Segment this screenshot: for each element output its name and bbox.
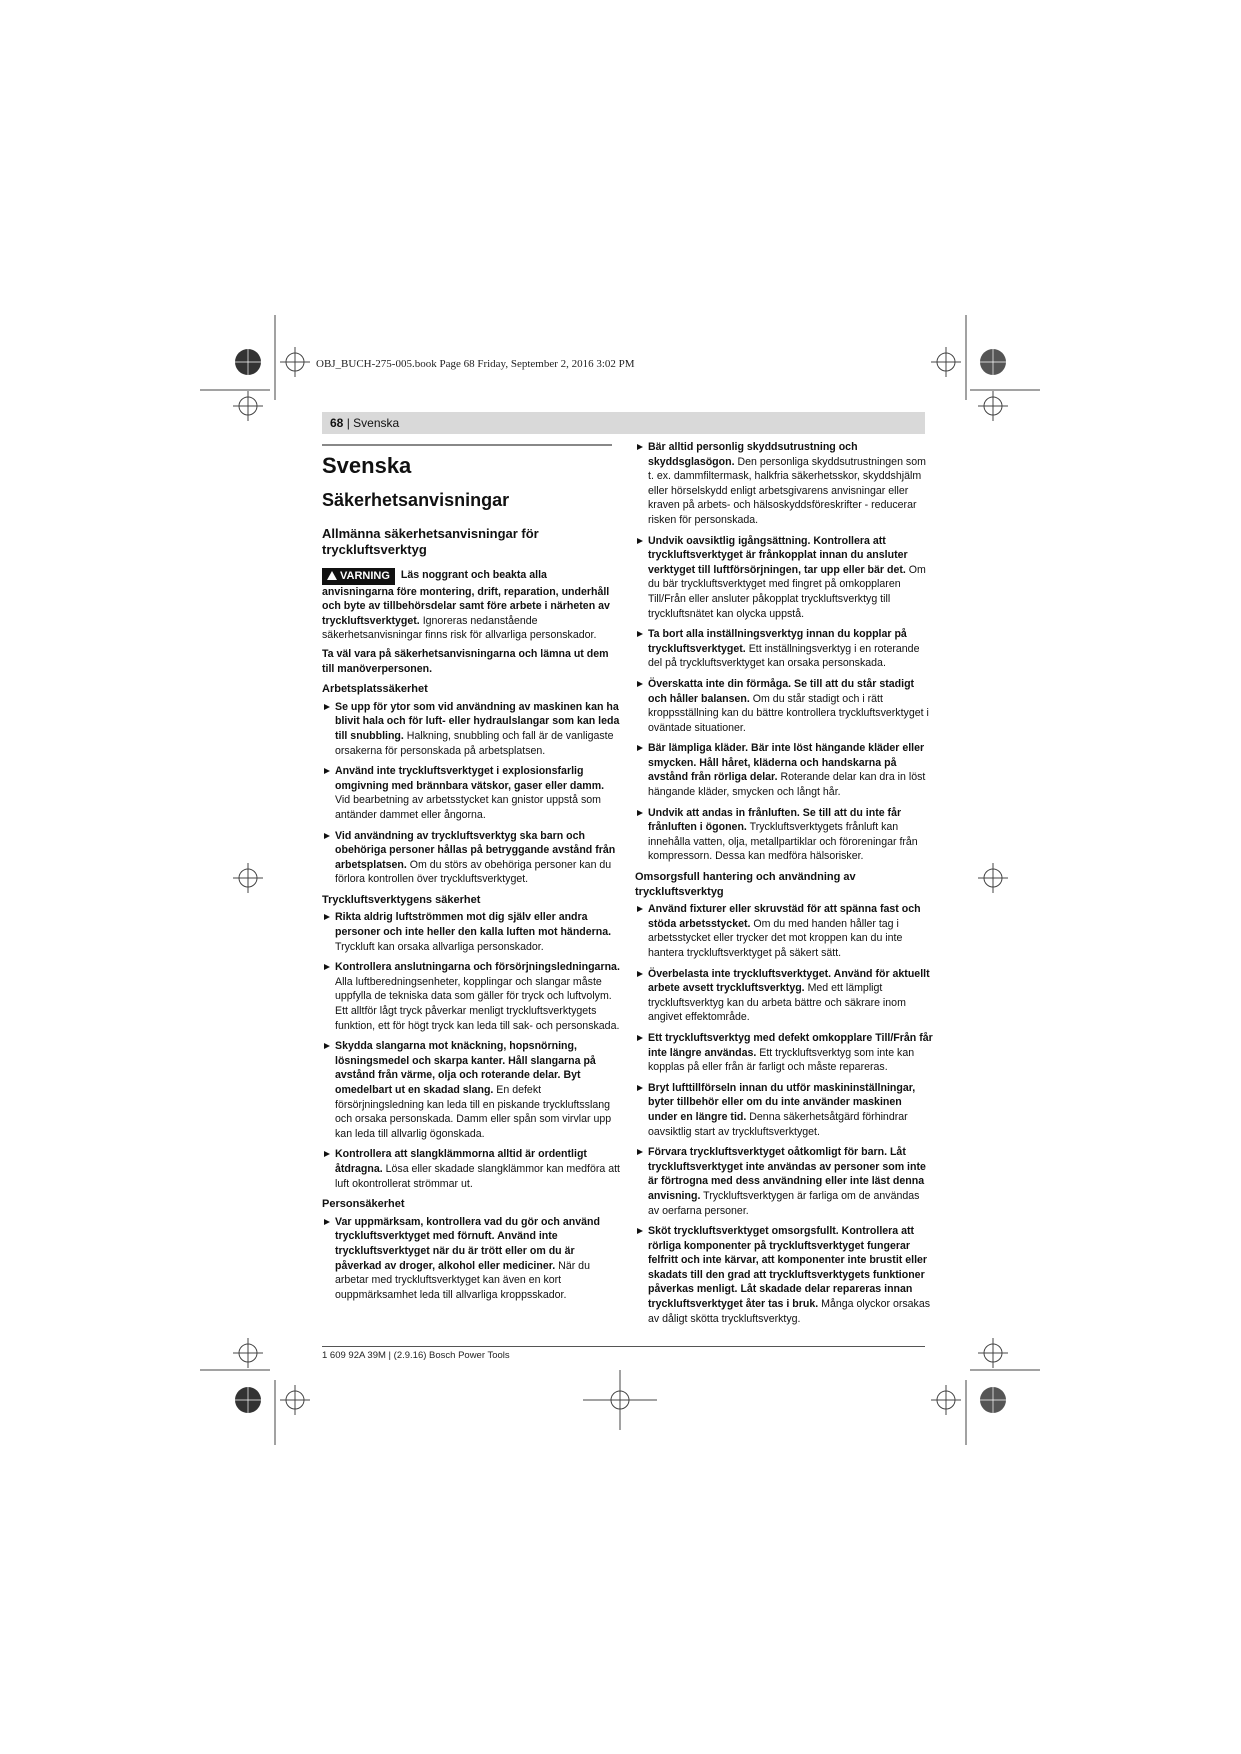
bullet-triangle-icon: [637, 1085, 643, 1091]
warning-text: Ignoreras nedanstående säkerhetsanvisningar finns risk för allvarliga personskador.: [322, 614, 597, 642]
bullet-triangle-icon: [324, 1151, 330, 1157]
list-item: Var uppmärksam, kontrollera vad du gör och använd tryckluftsverktyget med förnuft. Använd inte tryckluftsverktyget när du är trött eller om du är påverkad av droger, alkohol eller mediciner. När du arbetar med tryckluftsverktyget kan även en kort ouppmärksamhet leda till allvarliga kroppsskador.: [322, 1215, 620, 1303]
list-item: Undvik oavsiktlig igångsättning. Kontrollera att tryckluftsverktyget är frånkopplat innan du ansluter verktyget till luftförsörjningen, tar upp eller bär det. Om du bär tryckluftsverktyget med fingret på omkopplaren Till/Från eller ansluter påkopplat tryckluftsverktyg till tryckluftsnätet kan olycka uppstå.: [635, 534, 933, 622]
warning-block: [322, 568, 620, 643]
list-item: Bär lämpliga kläder. Bär inte löst hängande kläder eller smycken. Håll håret, kläderna och handskarna på avstånd från rörliga delar. Roterande delar kan dra in löst hängande kläder, smycken och långt hår.: [635, 741, 933, 799]
list-item: Ett tryckluftsverktyg med defekt omkopplare Till/Från får inte längre användas. Ett tryckluftsverktyg som inte kan kopplas på eller från är farligt och måste repareras.: [635, 1031, 933, 1075]
heading-workplace: Arbetsplatssäkerhet: [322, 683, 428, 696]
page-title: Svenska: [322, 453, 412, 478]
bullet-triangle-icon: [637, 810, 643, 816]
list-item: Ta bort alla inställningsverktyg innan du kopplar på tryckluftsverktyget. Ett inställningsverktyg i en roterande del på tryckluftsverktyget kan orsaka personskada.: [635, 627, 933, 671]
bullet-triangle-icon: [324, 704, 330, 710]
bullet-triangle-icon: [324, 833, 330, 839]
bullet-triangle-icon: [637, 1035, 643, 1041]
bullet-triangle-icon: [637, 444, 643, 450]
bullet-triangle-icon: [637, 971, 643, 977]
page-footer: 1 609 92A 39M | (2.9.16) Bosch Power Tools: [322, 1346, 925, 1361]
left-column: [322, 440, 620, 1308]
section-heading: Säkerhetsanvisningar: [322, 490, 510, 510]
bullet-triangle-icon: [324, 1219, 330, 1225]
header-language: Svenska: [353, 416, 400, 430]
list-item: Förvara tryckluftsverktyget oåtkomligt för barn. Låt tryckluftsverktyget inte användas av personer som inte är förtrogna med dess användning eller inte läst denna anvisning. Tryckluftsverktygen är farliga om de användas av oerfarna personer.: [635, 1145, 933, 1218]
list-item: Kontrollera att slangklämmorna alltid är ordentligt åtdragna. Lösa eller skadade slangklämmor kan medföra att luft okontrollerat strömmar ut.: [322, 1147, 620, 1191]
list-item: Undvik att andas in frånluften. Se till att du inte får frånluften i ögonen. Tryckluftsverktygets frånluft kan innehålla vatten, olja, metallpartiklar och föroreningar från kompressorn. Dessa kan medföra hälsorisker.: [635, 806, 933, 864]
bullet-triangle-icon: [637, 538, 643, 544]
list-item: Använd fixturer eller skruvstäd för att spänna fast och stöda arbetsstycket. Om du med handen håller tag i arbetsstycket eller trycker det mot kroppen kan du inte hantera tryckluftsverktyget på säkert sätt.: [635, 902, 933, 960]
bullet-triangle-icon: [324, 964, 330, 970]
list-item: Vid användning av tryckluftsverktyg ska barn och obehöriga personer hållas på betryggande avstånd från arbetsplatsen. Om du störs av obehöriga personer kan du förlora kontrollen över tryckluftsverktyget.: [322, 829, 620, 887]
bullet-triangle-icon: [637, 1149, 643, 1155]
list-item: Sköt tryckluftsverktyget omsorgsfullt. Kontrollera att rörliga komponenter på tryckluftsverktyget fungerar felfritt och inte kärvar, att komponenter inte brustit eller skadats till den grad att tryckluftsverktygets funktioner påverkas menligt. Låt skadade delar repareras innan tryckluftsverktyget åter tas i bruk. Många olyckor orsakas av dåligt skötta tryckluftsverktyg.: [635, 1224, 933, 1326]
list-item: Skydda slangarna mot knäckning, hopsnörning, lösningsmedel och skarpa kanter. Håll slangarna på avstånd från värme, olja och roterande delar. Byt omedelbart ut en skadad slang. En defekt försörjningsledning kan leda till en piskande tryckluftsslang och orsaka personskada. Damm eller spån som virvlar upp kan leda till allvarlig ögonskada.: [322, 1039, 620, 1141]
print-info: OBJ_BUCH-275-005.book Page 68 Friday, September 2, 2016 3:02 PM: [316, 358, 635, 370]
list-item: Bryt lufttillförseln innan du utför maskininställningar, byter tillbehör eller om du inte använder maskinen under en längre tid. Denna säkerhetsåtgärd förhindrar oavsiktlig start av tryckluftsverktyget.: [635, 1081, 933, 1139]
notice-text: Ta väl vara på säkerhetsanvisningarna och lämna ut dem till manöverpersonen.: [322, 647, 609, 675]
page-number: 68: [330, 416, 344, 430]
bullet-triangle-icon: [637, 631, 643, 637]
list-item: Kontrollera anslutningarna och försörjningsledningarna. Alla luftberedningsenheter, kopplingar och slangar måste uppfylla de tekniska data som gäller för tryck och luftvolym. Ett alltför lågt tryck påverkar menligt tryckluftsverktygets funktion, ett för högt tryck kan leda till sak- och personskada.: [322, 960, 620, 1033]
list-item: Använd inte tryckluftsverktyget i explosionsfarlig omgivning med brännbara vätskor, gaser eller damm. Vid bearbetning av arbetsstycket kan gnistor uppstå som antänder dammet eller ångorna.: [322, 764, 620, 822]
right-column: [635, 440, 933, 1332]
heading-careful-handling: Omsorgsfull hantering och användning av tryckluftsverktyg: [635, 871, 856, 898]
list-item: Se upp för ytor som vid användning av maskinen kan ha blivit hala och för luft- eller hydraulslangar som kan leda till snubbling. Halkning, snubbling och fall är de vanligaste orsakerna för personskada på arbetsplatsen.: [322, 700, 620, 758]
list-item: Överskatta inte din förmåga. Se till att du står stadigt och håller balansen. Om du står stadigt och i rätt kroppsställning kan du bättre kontrollera tryckluftsverktyget i oväntade situationer.: [635, 677, 933, 735]
warning-bold-text: Läs noggrant och beakta alla anvisningarna före montering, drift, reparation, underhåll och byte av tillbehörsdelar samt före arbete i närheten av tryckluftsverktyget.: [322, 569, 610, 627]
list-item: Rikta aldrig luftströmmen mot dig själv eller andra personer och inte heller den kalla luften mot händerna. Tryckluft kan orsaka allvarliga personskador.: [322, 910, 620, 954]
bullet-triangle-icon: [324, 1043, 330, 1049]
bullet-triangle-icon: [637, 681, 643, 687]
bullet-triangle-icon: [637, 745, 643, 751]
list-item: Bär alltid personlig skyddsutrustning och skyddsglasögon. Den personliga skyddsutrustningen som t. ex. dammfiltermask, halkfria säkerhetsskor, skyddshjälm eller hörselskydd enligt arbetsgivarens anvisningar eller kraven på arbets- och hälsoskyddsföreskrifter - reducerar risken för personskada.: [635, 440, 933, 528]
page-header: 68 | Svenska: [322, 412, 925, 434]
warning-badge: VARNING: [322, 568, 395, 585]
warning-triangle-icon: [327, 571, 337, 580]
bullet-triangle-icon: [324, 914, 330, 920]
bullet-triangle-icon: [637, 906, 643, 912]
title-rule: [322, 444, 612, 446]
list-item: Överbelasta inte tryckluftsverktyget. Använd för aktuellt arbete avsett tryckluftsverktyg. Med ett lämpligt tryckluftsverktyg kan du arbeta bättre och säkrare inom angivet effektområde.: [635, 967, 933, 1025]
bullet-triangle-icon: [637, 1228, 643, 1234]
subsection-heading: Allmänna säkerhetsanvisningar för tryckluftsverktyg: [322, 526, 539, 557]
bullet-triangle-icon: [324, 768, 330, 774]
heading-personal-safety: Personsäkerhet: [322, 1198, 405, 1211]
heading-air-tool-safety: Tryckluftsverktygens säkerhet: [322, 893, 481, 906]
